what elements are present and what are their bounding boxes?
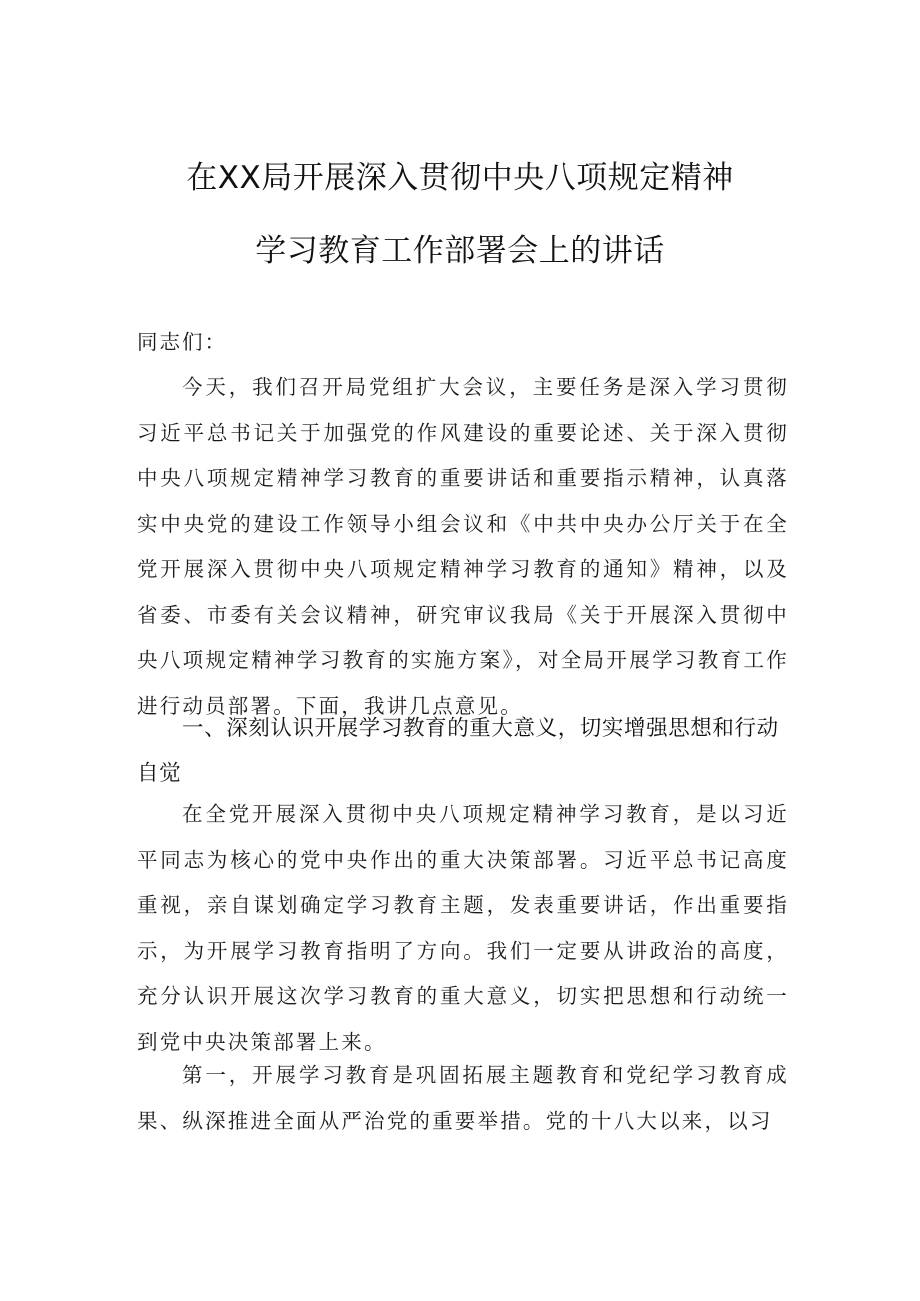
document-title-line-1: 在XX局开展深入贯彻中央八项规定精神	[186, 160, 734, 196]
salutation: 同志们：	[137, 330, 227, 354]
section-1-heading: 一、深刻认识开展学习教育的重大意义，切实增强思想和行动自觉	[137, 716, 779, 786]
document-title-line-2: 学习教育工作部署会上的讲话	[255, 233, 665, 269]
point-1-paragraph: 第一，开展学习教育是巩固拓展主题教育和党纪学习教育成果、纵深推进全面从严治党的重要举措。党的十八大以来，以习	[137, 1063, 789, 1133]
section-1-paragraph: 在全党开展深入贯彻中央八项规定精神学习教育，是以习近平同志为核心的党中央作出的重大决策部署。习近平总书记高度重视，亲自谋划确定学习教育主题，发表重要讲话，作出重要指示，为开展学习教育指明了方向。我们一定要从讲政治的高度，充分认识开展这次学习教育的重大意义，切实把思想和行动统一到党中央决策部署上来。	[137, 802, 789, 1054]
intro-paragraph: 今天，我们召开局党组扩大会议，主要任务是深入学习贯彻习近平总书记关于加强党的作风建设的重要论述、关于深入贯彻中央八项规定精神学习教育的重要讲话和重要指示精神，认真落实中央党的建设工作领导小组会议和《中共中央办公厅关于在全党开展深入贯彻中央八项规定精神学习教育的通知》精神，以及省委、市委有关会议精神，研究审议我局《关于开展深入贯彻中央八项规定精神学习教育的实施方案》，对全局开展学习教育工作进行动员部署。下面，我讲几点意见。	[137, 375, 789, 718]
